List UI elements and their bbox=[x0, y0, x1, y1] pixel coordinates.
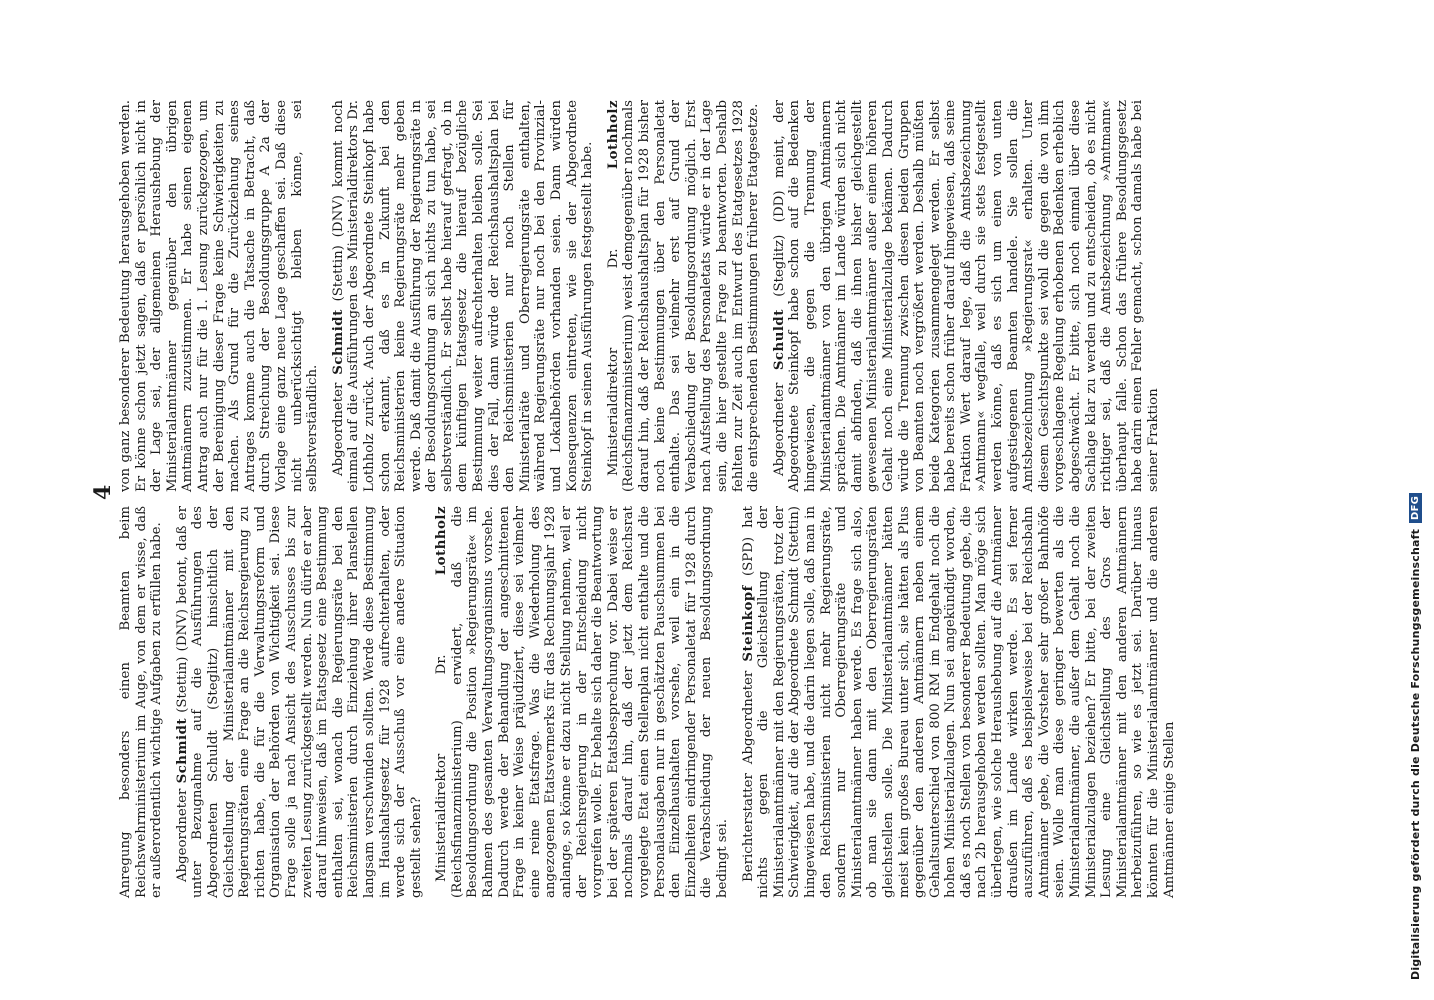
speaker-name: Schmidt bbox=[330, 309, 346, 375]
paragraph-text: (Stettin) (DNV) betont, daß er unter Bezugnahme auf die Ausführungen des Abgeordneten Schuldt (Steglitz) hinsichtlich der Gleichstellung der Ministerialamtmänner mit den Regierungsräten eine Frage an die Reichsregierung zu richten habe, die für die Verwaltungsreform und Organisation der Behörden von Wichtigkeit sei. Diese Frage solle ja nach Ansicht des Ausschusses bis zur zweiten Lesung zurückgestellt werden. Nun dürfe er aber darauf hinweisen, daß im Etatsgesetz eine Bestimmung enthalten sei, wonach die Regierungsräte bei den Reichsministerien durch Einziehung ihrer Planstellen langsam verschwinden sollten. Werde diese Bestimmung im Haushaltsgesetz für 1928 aufrechterhalten, oder werde sich der Ausschuß vor eine andere Situation gestellt sehen? bbox=[174, 506, 424, 898]
page-number: 4 bbox=[90, 484, 116, 500]
credit-text: Digitalisierung gefördert durch die Deutsche Forschungsgemeinschaft bbox=[1408, 528, 1422, 980]
right-text-column bbox=[118, 100, 1278, 492]
paragraph-text: (Steglitz) (DD) meint, der Abgeordnete Steinkopf habe schon auf die Bedenken hingewiesen, die gegen die Trennung der Ministerialamtmänner von den übrigen Amtmännern sprächen. Die Amtmänner im Lande würden sich nicht damit abfinden, daß die ihnen bisher gleichgestellt gewesenen Ministerialamtmänner außer einem höheren Gehalt noch eine Ministerialzulage bekämen. Dadurch würde die Trennung zwischen diesen beiden Gruppen von Beamten noch vergrößert werden. Deshalb müßten beide Kategorien zusammengelegt werden. Er selbst habe bereits schon früher darauf hingewiesen, daß seine Fraktion Wert darauf lege, daß die Amtsbezeichnung »Amtmann« wegfalle, weil durch sie stets festgestellt werden könne, daß es sich um einen von unten aufgestiegenen Beamten handele. Sie sollen die Amtsbezeichnung »Regierungsrat« erhalten. Unter diesem Gesichtspunkte sei wohl die gegen die von ihm vorgeschlagene Regelung erhobenen Bedenken erheblich abgeschwächt. Er bitte, sich noch einmal über diese Sachlage klar zu werden und zu entscheiden, ob es nicht richtiger sei, daß die Amtsbezeichnung »Amtmann« überhaupt falle. Schon das frühere Besoldungsgesetz habe darin einen Fehler gemacht, schon damals habe bei seiner Fraktion bbox=[771, 100, 1161, 492]
paragraph: von ganz besonderer Bedeutung herausgehoben werden. Er könne schon jetzt sagen, daß er persönlich nicht in der Lage sei, der allgemeinen Heraushebung der Ministerialamtmänner gegenüber den übrigen Amtmännern zuzustimmen. Er habe seinen eigenen Antrag auch nur für die 1. Lesung zurückgezogen, um der Bereinigung dieser Frage keine Schwierigkeiten zu machen. Als Grund für die Zurückziehung seines Antrages komme auch die Tatsache in Betracht, daß durch Streichung der Besoldungsgruppe A 2a der Vorlage eine ganz neue Lage geschaffen sei. Daß diese nicht unberücksichtigt bleiben könne, sei selbstverständlich. bbox=[118, 100, 321, 492]
left-text-column bbox=[118, 506, 1177, 898]
speaker-name: Schmidt bbox=[174, 717, 190, 784]
paragraph bbox=[175, 506, 425, 898]
speaker-name: Steinkopf bbox=[740, 585, 756, 662]
speaker-name: Lothholz bbox=[605, 100, 621, 170]
digitization-credit bbox=[1400, 20, 1430, 980]
speaker-name: Schuldt bbox=[771, 309, 787, 371]
paragraph: Anregung besonders einen Beamten beim Reichswehrministerium im Auge, von dem er wisse, daß er außerordentlich wichtige Aufgaben zu erfüllen habe. bbox=[118, 506, 165, 898]
speaker-name: Lothholz bbox=[434, 506, 450, 576]
paragraph-text: (SPD) hat nichts gegen die Gleichstellung der Ministerialamtmänner mit den Regierungsräten, trotz der Schwierigkeit, auf die der Abgeordnete Schmidt (Stettin) hingewiesen habe, und die darin liegen solle, daß man in den Reichsministerien nicht mehr Regierungsräte, sondern nur Oberregierungsräte und Ministerialamtmänner haben werde. Es frage sich also, ob man sie dann mit den Oberregierungsräten gleichstellen solle. Die Ministerialamtmänner hätten meist kein großes Bureau unter sich, sie hätten als Plus gegenüber den anderen Amtmännern neben einem Gehaltsunterschied von 800 RM im Endgehalt noch die hohen Ministerialzulagen. Nun sei angekündigt worden, daß es noch Stellen von besonderer Bedeutung gebe, die nach 2b herausgehoben werden sollten. Man möge sich überlegen, wie solche Heraushebung auf die Amtmänner draußen im Lande wirken werde. Es sei ferner auszuführen, daß es beispielsweise bei der Reichsbahn Amtmänner gebe, die Vorsteher sehr großer Bahnhöfe seien. Wolle man diese geringer bewerten als die Ministerialamtmänner, die außer dem Gehalt noch die Ministerialzulagen beziehen? Er bitte, bei der zweiten Lesung eine Gleichstellung des Gros der Ministerialamtmänner mit den anderen Amtmännern herbeizuführen, so wie es jetzt sei. Darüber hinaus könnten für die Ministerialamtmänner und die anderen Amtmänner einige Stellen bbox=[740, 506, 1177, 898]
speaker-title: Abgeordneter bbox=[330, 374, 346, 476]
dfg-logo: DFG bbox=[1409, 493, 1422, 523]
paragraph bbox=[741, 506, 1178, 898]
speaker-title: Ministerialdirektor Dr. bbox=[434, 575, 450, 882]
speaker-title: Abgeordneter bbox=[771, 370, 787, 476]
paragraph bbox=[772, 100, 1162, 492]
paragraph-text: (Stettin) (DNV) kommt noch einmal auf die Ausführungen des Ministerialdirektors Dr. Lothholz zurück. Auch der Abgeordnete Steinkopf habe schon erkannt, daß es in Zukunft bei den Reichsministerien keine Regierungsräte mehr geben werde. Daß damit die Ausführung der Regierungsräte in der Besoldungsordnung an sich nichts zu tun habe, sei selbstverständlich. Er selbst habe hierauf gefragt, ob in dem künftigen Etatsgesetz die hierauf bezügliche Bestimmung weiter aufrechterhalten bleiben solle. Sei dies der Fall, dann würde der Reichshaushaltsplan bei den Reichsministerien nur noch Stellen für Ministerialräte und Oberregierungsräte enthalten, während Regierungsräte nur noch bei den Provinzial- und Lokalbehörden vorhanden seien. Dann würden Konsequenzen eintreten, wie sie der Abgeordnete Steinkopf in seinen Ausführungen festgestellt habe. bbox=[330, 100, 596, 492]
paragraph-text: (Reichsfinanzministerium) weist demgegenüber nochmals darauf hin, daß der Reichshaushaltsplan für 1928 bisher noch keine Bestimmungen über den Personaletat enthalte. Das sei vielmehr erst auf Grund der Verabschiedung der Besoldungsordnung möglich. Erst nach Aufstellung des Personaletats würde er in der Lage sein, die hier gestellte Frage zu beantworten. Deshalb fehlten zur Zeit auch im Entwurf des Etatgesetzes 1928 die entsprechenden Bestimmungen früherer Etatgesetze. bbox=[621, 100, 762, 492]
paragraph bbox=[606, 100, 762, 492]
speaker-title: Berichterstatter Abgeordneter bbox=[740, 661, 756, 882]
speaker-title: Ministerialdirektor Dr. bbox=[605, 169, 621, 476]
paragraph-text: (Reichsfinanzministerium) erwidert, daß die Besoldungsordnung die Position »Regierungsräte« im Rahmen des gesamten Verwaltungsorganismus vorsehe. Dadurch werde der Behandlung der angeschnittenen Frage in keiner Weise präjudiziert, diese sei vielmehr eine reine Etatsfrage. Was die Wiederholung des angezogenen Etatsvermerks für das Rechnungsjahr 1928 anlange, so könne er dazu nicht Stellung nehmen, weil er der Reichsregierung in der Entscheidung nicht vorgreifen wolle. Er behalte sich daher die Beantwortung bei der späteren Etatsbesprechung vor. Dabei weise er nochmals darauf hin, daß der jetzt dem Reichsrat vorgelegte Etat einen Stellenplan nicht enthalte und die Personalausgaben nur in geschätzten Pauschsummen bei den Einzelhaushalten vorsehe, weil ein in die Einzelheiten eindringender Personaletat für 1928 durch die Verabschiedung der neuen Besoldungsordnung bedingt sei. bbox=[449, 506, 730, 898]
paragraph bbox=[331, 100, 596, 492]
paragraph bbox=[434, 506, 730, 898]
speaker-title: Abgeordneter bbox=[174, 783, 190, 882]
